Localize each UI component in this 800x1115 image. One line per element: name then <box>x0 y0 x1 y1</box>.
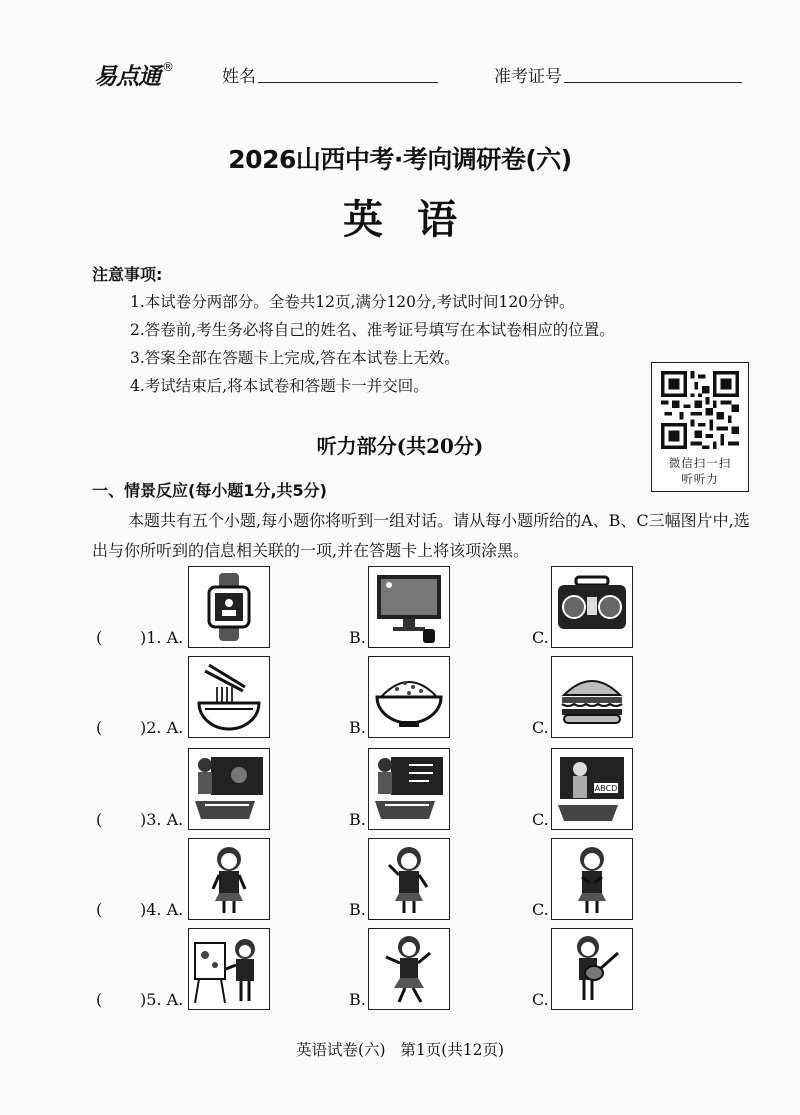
question-number: )5. A. <box>140 990 184 1009</box>
answer-blank[interactable]: ( <box>96 810 103 829</box>
brand-logo <box>94 58 171 91</box>
option-label: C. <box>532 810 549 829</box>
answer-blank[interactable]: ( <box>96 900 103 919</box>
option-label: C. <box>532 900 549 919</box>
noodles-icon[interactable] <box>188 656 270 738</box>
qr-caption: 微信扫一扫 <box>668 456 732 470</box>
section-title: 听力部分(共20分) <box>316 434 484 458</box>
girl-hands-icon[interactable] <box>551 838 633 920</box>
girl-waving-icon[interactable] <box>368 838 450 920</box>
name-label: 姓名 <box>222 67 256 87</box>
option-label: C. <box>532 990 549 1009</box>
part-title: 一、情景反应(每小题1分,共5分) <box>92 481 327 500</box>
girl-dancing-icon[interactable] <box>368 928 450 1010</box>
answer-blank[interactable]: ( <box>96 628 103 647</box>
teacher-english-icon[interactable] <box>551 748 633 830</box>
question-number: )1. A. <box>140 628 184 647</box>
answer-blank[interactable]: ( <box>96 718 103 737</box>
exam-id-field[interactable] <box>564 82 742 83</box>
question-number: )3. A. <box>140 810 184 829</box>
exam-title: 2026山西中考·考向调研卷(六) <box>228 145 572 174</box>
instructions: 本题共有五个小题,每小题你将听到一组对话。请从每小题所给的A、B、C三幅图片中,选出与你所听到的信息相关联的一项,并在答题卡上将该项涂黑。 <box>92 511 750 560</box>
option-label: B. <box>349 628 366 647</box>
computer-icon[interactable] <box>368 566 450 648</box>
option-label: B. <box>349 990 366 1009</box>
girl-standing-icon[interactable] <box>188 838 270 920</box>
qr-code-panel[interactable] <box>651 362 749 492</box>
girl-guitar-icon[interactable] <box>551 928 633 1010</box>
girl-painting-icon[interactable] <box>188 928 270 1010</box>
registered-mark: ® <box>162 60 173 74</box>
name-field[interactable] <box>258 82 438 83</box>
page-footer: 英语试卷(六) 第1页(共12页) <box>295 1041 505 1059</box>
notice-item: 1.本试卷分两部分。全卷共12页,满分120分,考试时间120分钟。 <box>130 293 575 311</box>
qr-caption: 听听力 <box>681 472 719 486</box>
option-label: B. <box>349 718 366 737</box>
smartwatch-icon[interactable] <box>188 566 270 648</box>
option-label: C. <box>532 628 549 647</box>
rice-icon[interactable] <box>368 656 450 738</box>
hamburger-icon[interactable] <box>551 656 633 738</box>
subject-title: 英语 <box>343 196 491 243</box>
question-number: )4. A. <box>140 900 184 919</box>
svg-text:ABCD: ABCD <box>594 784 618 793</box>
notice-title: 注意事项: <box>92 265 163 284</box>
radio-icon[interactable] <box>551 566 633 648</box>
answer-blank[interactable]: ( <box>96 990 103 1009</box>
question-number: )2. A. <box>140 718 184 737</box>
teacher-science-icon[interactable] <box>188 748 270 830</box>
option-label: B. <box>349 900 366 919</box>
option-label: C. <box>532 718 549 737</box>
notice-item: 2.答卷前,考生务必将自己的姓名、准考证号填写在本试卷相应的位置。 <box>130 321 615 339</box>
exam-id-label: 准考证号 <box>494 67 562 87</box>
logo-text: 易点通 <box>94 64 160 90</box>
option-label: B. <box>349 810 366 829</box>
notice-item: 4.考试结束后,将本试卷和答题卡一并交回。 <box>130 377 429 395</box>
notice-item: 3.答案全部在答题卡上完成,答在本试卷上无效。 <box>130 349 460 367</box>
teacher-chinese-icon[interactable] <box>368 748 450 830</box>
